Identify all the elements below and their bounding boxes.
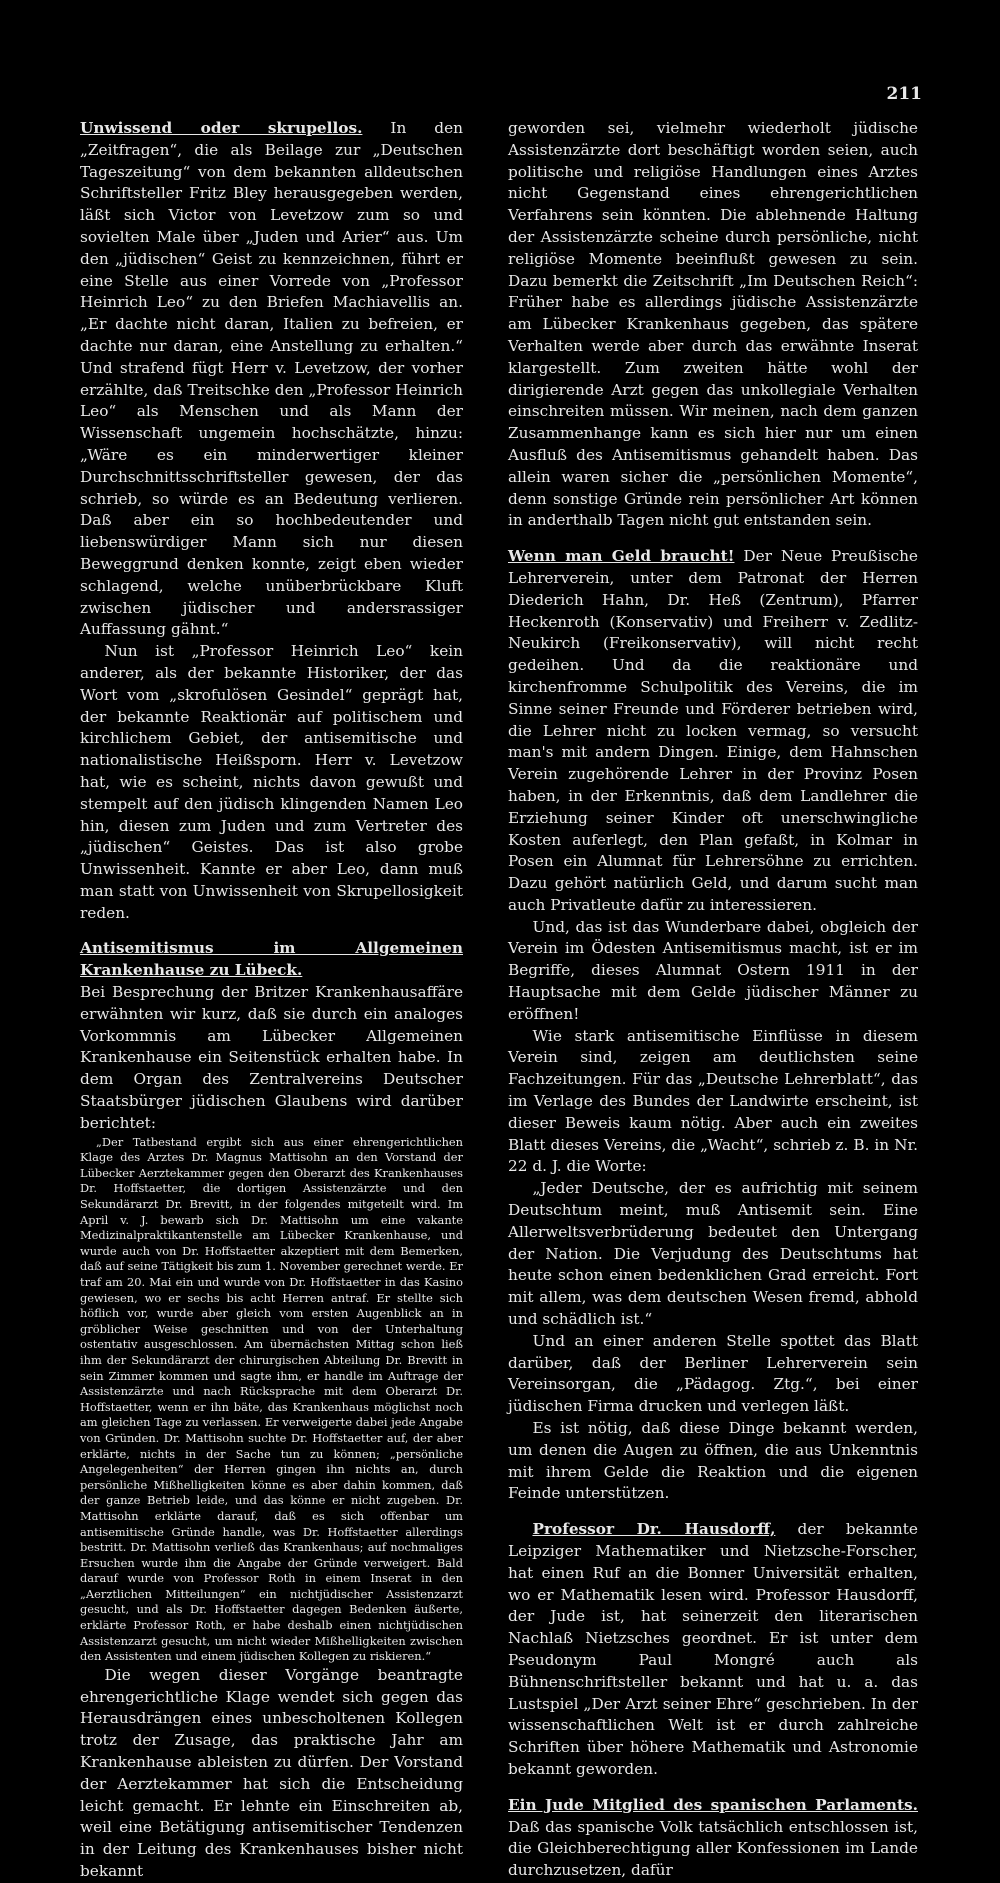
section-heading: Antisemitismus im Allgemeinen Krankenhause zu Lübeck. [80,939,463,980]
paragraph: Es ist nötig, daß diese Dinge bekannt werden, um denen die Augen zu öffnen, die aus Unkenntnis mit ihrem Gelde die Reaktion und die eigenen Feinde unterstützen. [508,1419,918,1503]
paragraph: Und an einer anderen Stelle spottet das Blatt darüber, daß der Berliner Lehrerverein sein Vereinsorgan, die „Pädagog. Ztg.“, bei einer jüdischen Firma drucken und verlegen läßt. [508,1331,918,1416]
section-geld [508,546,918,917]
paragraph: Und, das ist das Wunderbare dabei, obgleich der Verein im Ödesten Antisemitismus macht, ist er im Begriffe, dieses Alumnat Ostern 1911 in der Hauptsache mit dem Gelde jüdischer Männer zu eröffnen! [508,917,918,1023]
paragraph-text: Der Neue Preußische Lehrerverein, unter dem Patronat der Herren Diederich Hahn, Dr. Heß (Zentrum), Pfarrer Heckenroth (Konservativ) und Freiherr v. Zedlitz-Neukirch (Freikonservativ), will nicht recht gedeihen. Und da die reaktionäre und kirchenfromme Schulpolitik des Vereins, die im Sinne seiner Freunde und Förderer betrieben wird, die Lehrer nicht zu locken vermag, so versucht man's mit andern Dingen. Einige, dem Hahnschen Verein zugehörende Lehrer in der Provinz Posen haben, in der Erkenntnis, daß dem Landlehrer die Erziehung seiner Kinder oft unerschwingliche Kosten auferlegt, den Plan gefaßt, in Kolmar in Posen ein Alumnat für Lehrersöhne zu errichten. Dazu gehört natürlich Geld, und darum sucht man auch Privatleute dafür zu interessieren. [508,547,918,914]
paragraph: Wie stark antisemitische Einflüsse in diesem Verein sind, zeigen am deutlichsten seine Fachzeitungen. Für das „Deutsche Lehrerblatt“, das im Verlage des Bundes der Landwirte erscheint, ist dieser Beweis kaum nötig. Aber auch ein zweites Blatt dieses Vereins, die „Wacht“, schrieb z. B. in Nr. 22 d. J. die Worte: [508,1026,918,1176]
paragraph: Die wegen dieser Vorgänge beantragte ehrengerichtliche Klage wendet sich gegen das Herausdrängen eines unbescholtenen Kollegen trotz der Zusage, das praktische Jahr am Krankenhause ableisten zu dürfen. Der Vorstand der Aerztekammer hat sich die Entscheidung leicht gemacht. Er lehnte ein Einschreiten ab, weil eine Betätigung antisemitischer Tendenzen in der Leitung des Krankenhauses bisher nicht bekannt [80,1665,463,1881]
quoted-text: „Jeder Deutsche, der es aufrichtig mit seinem Deutschtum meint, muß Antisemit sein. Eine Allerweltsverbrüderung bedeutet den Untergang der Nation. Die Verjudung des Deutschtums hat heute schon einen bedenklichen Grad erreicht. Fort mit allem, was dem deutschen Wesen fremd, abhold und schädlich ist.“ [508,1179,918,1329]
paragraph-text: der bekannte Leipziger Mathematiker und Nietzsche-Forscher, hat einen Ruf an die Bonner Universität erhalten, wo er Mathematik lesen wird. Professor Hausdorff, der Jude ist, hat seinerzeit den literarischen Nachlaß Nietzsches geordnet. Er ist unter dem Pseudonym Paul Mongré auch als Bühnenschriftsteller bekannt und hat u. a. das Lustspiel „Der Arzt seiner Ehre“ geschrieben. In der wissenschaftlichen Welt ist er durch zahlreiche Schriften über höhere Mathematik und Astronomie bekannt geworden. [508,1520,918,1778]
section-hausdorff [508,1519,918,1781]
page-number: 211 [886,84,922,104]
left-column [80,118,463,1883]
section-unwissend [80,118,463,641]
quoted-report: „Der Tatbestand ergibt sich aus einer ehrengerichtlichen Klage des Arztes Dr. Magnus Mattisohn an den Vorstand der Lübecker Aerztekammer gegen den Oberarzt des Krankenhauses Dr. Hoffstaetter, die dortigen Assistenzärzte und den Sekundärarzt Dr. Brevitt, in der folgendes mitgeteilt wird. Im April v. J. bewarb sich Dr. Mattisohn um eine vakante Medizinalpraktikantenstelle am Lübecker Krankenhause, und wurde auch von Dr. Hoffstaetter akzeptiert mit dem Bemerken, daß auf seine Tätigkeit bis zum 1. November gerechnet werde. Er traf am 20. Mai ein und wurde von Dr. Hoffstaetter in das Kasino gewiesen, wo er sechs bis acht Herren antraf. Er stellte sich höflich vor, wurde aber gleich vom ersten Augenblick an in gröblicher Weise geschnitten und von der Unterhaltung ostentativ ausgeschlossen. Am übernächsten Mittag schon ließ ihm der Sekundärarzt der chirurgischen Abteilung Dr. Brevitt in sein Zimmer kommen und sagte ihm, er handle im Auftrage der Assistenzärzte und nach Rücksprache mit dem Oberarzt Dr. Hoffstaetter, wenn er ihn bäte, das Krankenhaus möglichst noch am gleichen Tage zu verlassen. Er verweigerte dabei jede Angabe von Gründen. Dr. Mattisohn suchte Dr. Hoffstaetter auf, der aber erklärte, nichts in der Sache tun zu können; „persönliche Angelegenheiten“ der Herren gingen ihn nichts an, durch persönliche Mißhelligkeiten könne es aber dahin kommen, daß der ganze Betrieb leide, und das könne er nicht zugeben. Dr. Mattisohn erklärte darauf, daß es sich offenbar um antisemitische Gründe handle, was Dr. Hoffstaetter allerdings bestritt. Dr. Mattisohn verließ das Krankenhaus; auf nochmaliges Ersuchen wurde ihm die Angabe der Gründe verweigert. Bald darauf wurde von Professor Roth in einem Inserat in den „Aerztlichen Mitteilungen“ ein nichtjüdischer Assistenzarzt gesucht, und als Dr. Hoffstaetter dagegen Bedenken äußerte, erklärte Professor Roth, er habe deshalb einen nichtjüdischen Assistenzarzt gesucht, um nicht wieder Mißhelligkeiten zwischen den Assistenten und einem jüdischen Kollegen zu riskieren.“ [80,1134,463,1664]
section-spanien [508,1795,918,1882]
right-column [508,118,918,1882]
paragraph-continued: geworden sei, vielmehr wiederholt jüdische Assistenzärzte dort beschäftigt worden seien, auch politische und religiöse Handlungen eines Arztes nicht Gegenstand eines ehrengerichtlichen Verfahrens sein könnten. Die ablehnende Haltung der Assistenzärzte scheine durch persönliche, nicht religiöse Momente beeinflußt gewesen zu sein. Dazu bemerkt die Zeitschrift „Im Deutschen Reich“: Früher habe es allerdings jüdische Assistenzärzte am Lübecker Krankenhaus gegeben, das spätere Verhalten werde aber durch das erwähnte Inserat klargestellt. Zum zweiten hätte wohl der dirigierende Arzt gegen das unkollegiale Verhalten einschreiten müssen. Wir meinen, nach dem ganzen Zusammenhange kann es sich hier nur um einen Ausfluß des Antisemitismus gehandelt haben. Das allein waren sicher die „persönlichen Momente“, denn sonstige Gründe rein persönlicher Art können in anderthalb Tagen nicht gut entstanden sein. [508,119,918,530]
section-heading: Ein Jude Mitglied des spanischen Parlaments. [508,1795,918,1814]
section-heading: Wenn man Geld braucht! [508,547,735,566]
section-heading: Unwissend oder skrupellos. [80,119,363,137]
paragraph: Bei Besprechung der Britzer Krankenhausaffäre erwähnten wir kurz, daß sie durch ein analoges Vorkommnis am Lübecker Allgemeinen Krankenhause ein Seitenstück erhalten habe. In dem Organ des Zentralvereins Deutscher Staatsbürger jüdischen Glaubens wird darüber berichtet: [80,983,463,1132]
paragraph-text: In den „Zeitfragen“, die als Beilage zur „Deutschen Tageszeitung“ von dem bekannten alldeutschen Schriftsteller Fritz Bley herausgegeben werden, läßt sich Victor von Levetzow zum so und sovielten Male über „Juden und Arier“ aus. Um den „jüdischen“ Geist zu kennzeichnen, führt er eine Stelle aus einer Vorrede von „Professor Heinrich Leo“ zu den Briefen Machiavellis an. „Er dachte nicht daran, Italien zu befreien, er dachte nur daran, eine Anstellung zu erhalten.“ Und strafend fügt Herr v. Levetzow, der vorher erzählte, daß Treitschke den „Professor Heinrich Leo“ als Menschen und als Mann der Wissenschaft ungemein hochschätzte, hinzu: „Wäre es ein minderwertiger kleiner Durchschnittsschriftsteller gewesen, der das schrieb, so würde es an Bedeutung verlieren. Daß aber ein so hochbedeutender und liebenswürdiger Mann sich nur diesen Beweggrund denken konnte, zeigt eben wieder schlagend, welche unüberbrückbare Kluft zwischen jüdischer und andersrassiger Auffassung gähnt.“ [80,119,463,639]
section-heading: Professor Dr. Hausdorff, [532,1520,776,1539]
paragraph: Nun ist „Professor Heinrich Leo“ kein anderer, als der bekannte Historiker, der das Wort vom „skrofulösen Gesindel“ geprägt hat, der bekannte Reaktionär auf politischem und kirchlichem Gebiet, der antisemitische und nationalistische Heißsporn. Herr v. Levetzow hat, wie es scheint, nichts davon gewußt und stempelt auf den jüdisch klingenden Namen Leo hin, diesen zum Juden und zum Vertreter des „jüdischen“ Geistes. Das ist also grobe Unwissenheit. Kannte er aber Leo, dann muß man statt von Unwissenheit von Skrupellosigkeit reden. [80,642,463,922]
paragraph-text: Daß das spanische Volk tatsächlich entschlossen ist, die Gleichberechtigung aller Konfessionen im Lande durchzusetzen, dafür [508,1817,918,1880]
